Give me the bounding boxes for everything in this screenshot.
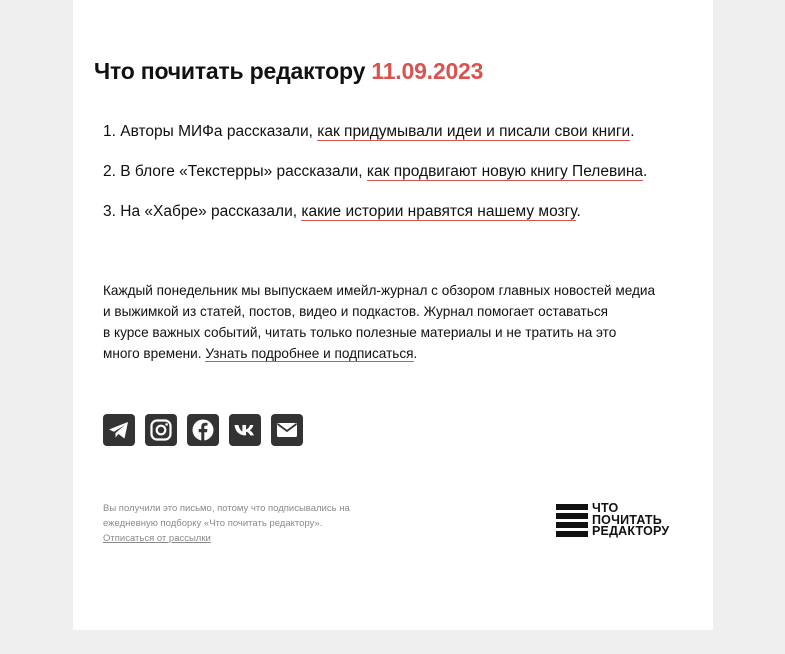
logo-wordmark: ЧТО ПОЧИТАТЬ РЕДАКТОРУ — [592, 501, 670, 538]
about-paragraph: Каждый понедельник мы выпускаем имейл-журнал с обзором главных новостей медиа и выжимкой из статей, постов, видео и подкастов. Журнал помогает оставаться в курсе важных событий, читать только полезные материалы и не тратить на это много времени. Узнать подробнее и подписаться. — [103, 283, 656, 361]
item-number: 2. — [103, 163, 116, 180]
vk-icon[interactable] — [229, 414, 261, 446]
news-link[interactable]: как придумывали идеи и писали свои книги — [317, 123, 631, 140]
subscribe-link[interactable]: Узнать подробнее и подписаться — [205, 346, 414, 361]
social-links — [103, 414, 303, 446]
list-item: 2. В блоге «Текстерры» рассказали, как продвигают новую книгу Пелевина. — [103, 163, 648, 180]
email-icon[interactable] — [271, 414, 303, 446]
list-item: 1. Авторы МИФа рассказали, как придумывали идеи и писали свои книги. — [103, 123, 635, 140]
item-number: 3. — [103, 203, 116, 220]
footer-notice: Вы получили это письмо, потому что подписывались на ежедневную подборку «Что почитать редактору». Отписаться от рассылки — [103, 503, 350, 544]
unsubscribe-link[interactable]: Отписаться от рассылки — [103, 533, 211, 544]
news-link[interactable]: как продвигают новую книгу Пелевина — [366, 163, 644, 180]
item-text: На «Хабре» рассказали, — [120, 203, 302, 220]
facebook-icon[interactable] — [187, 414, 219, 446]
news-link[interactable]: какие истории нравятся нашему мозгу — [301, 203, 577, 220]
issue-date: 11.09.2023 — [371, 58, 484, 84]
brand-logo — [556, 503, 669, 538]
item-text: Авторы МИФа рассказали, — [120, 123, 318, 140]
logo-mark-icon — [556, 504, 588, 537]
email-card — [73, 0, 713, 630]
page-title — [94, 58, 483, 85]
item-number: 1. — [103, 123, 116, 140]
list-item: 3. На «Хабре» рассказали, какие истории нравятся нашему мозгу. — [103, 203, 581, 220]
news-list — [103, 122, 647, 242]
title-text: Что почитать редактору — [94, 58, 366, 84]
instagram-icon[interactable] — [145, 414, 177, 446]
telegram-icon[interactable] — [103, 414, 135, 446]
item-text: В блоге «Текстерры» рассказали, — [120, 163, 367, 180]
